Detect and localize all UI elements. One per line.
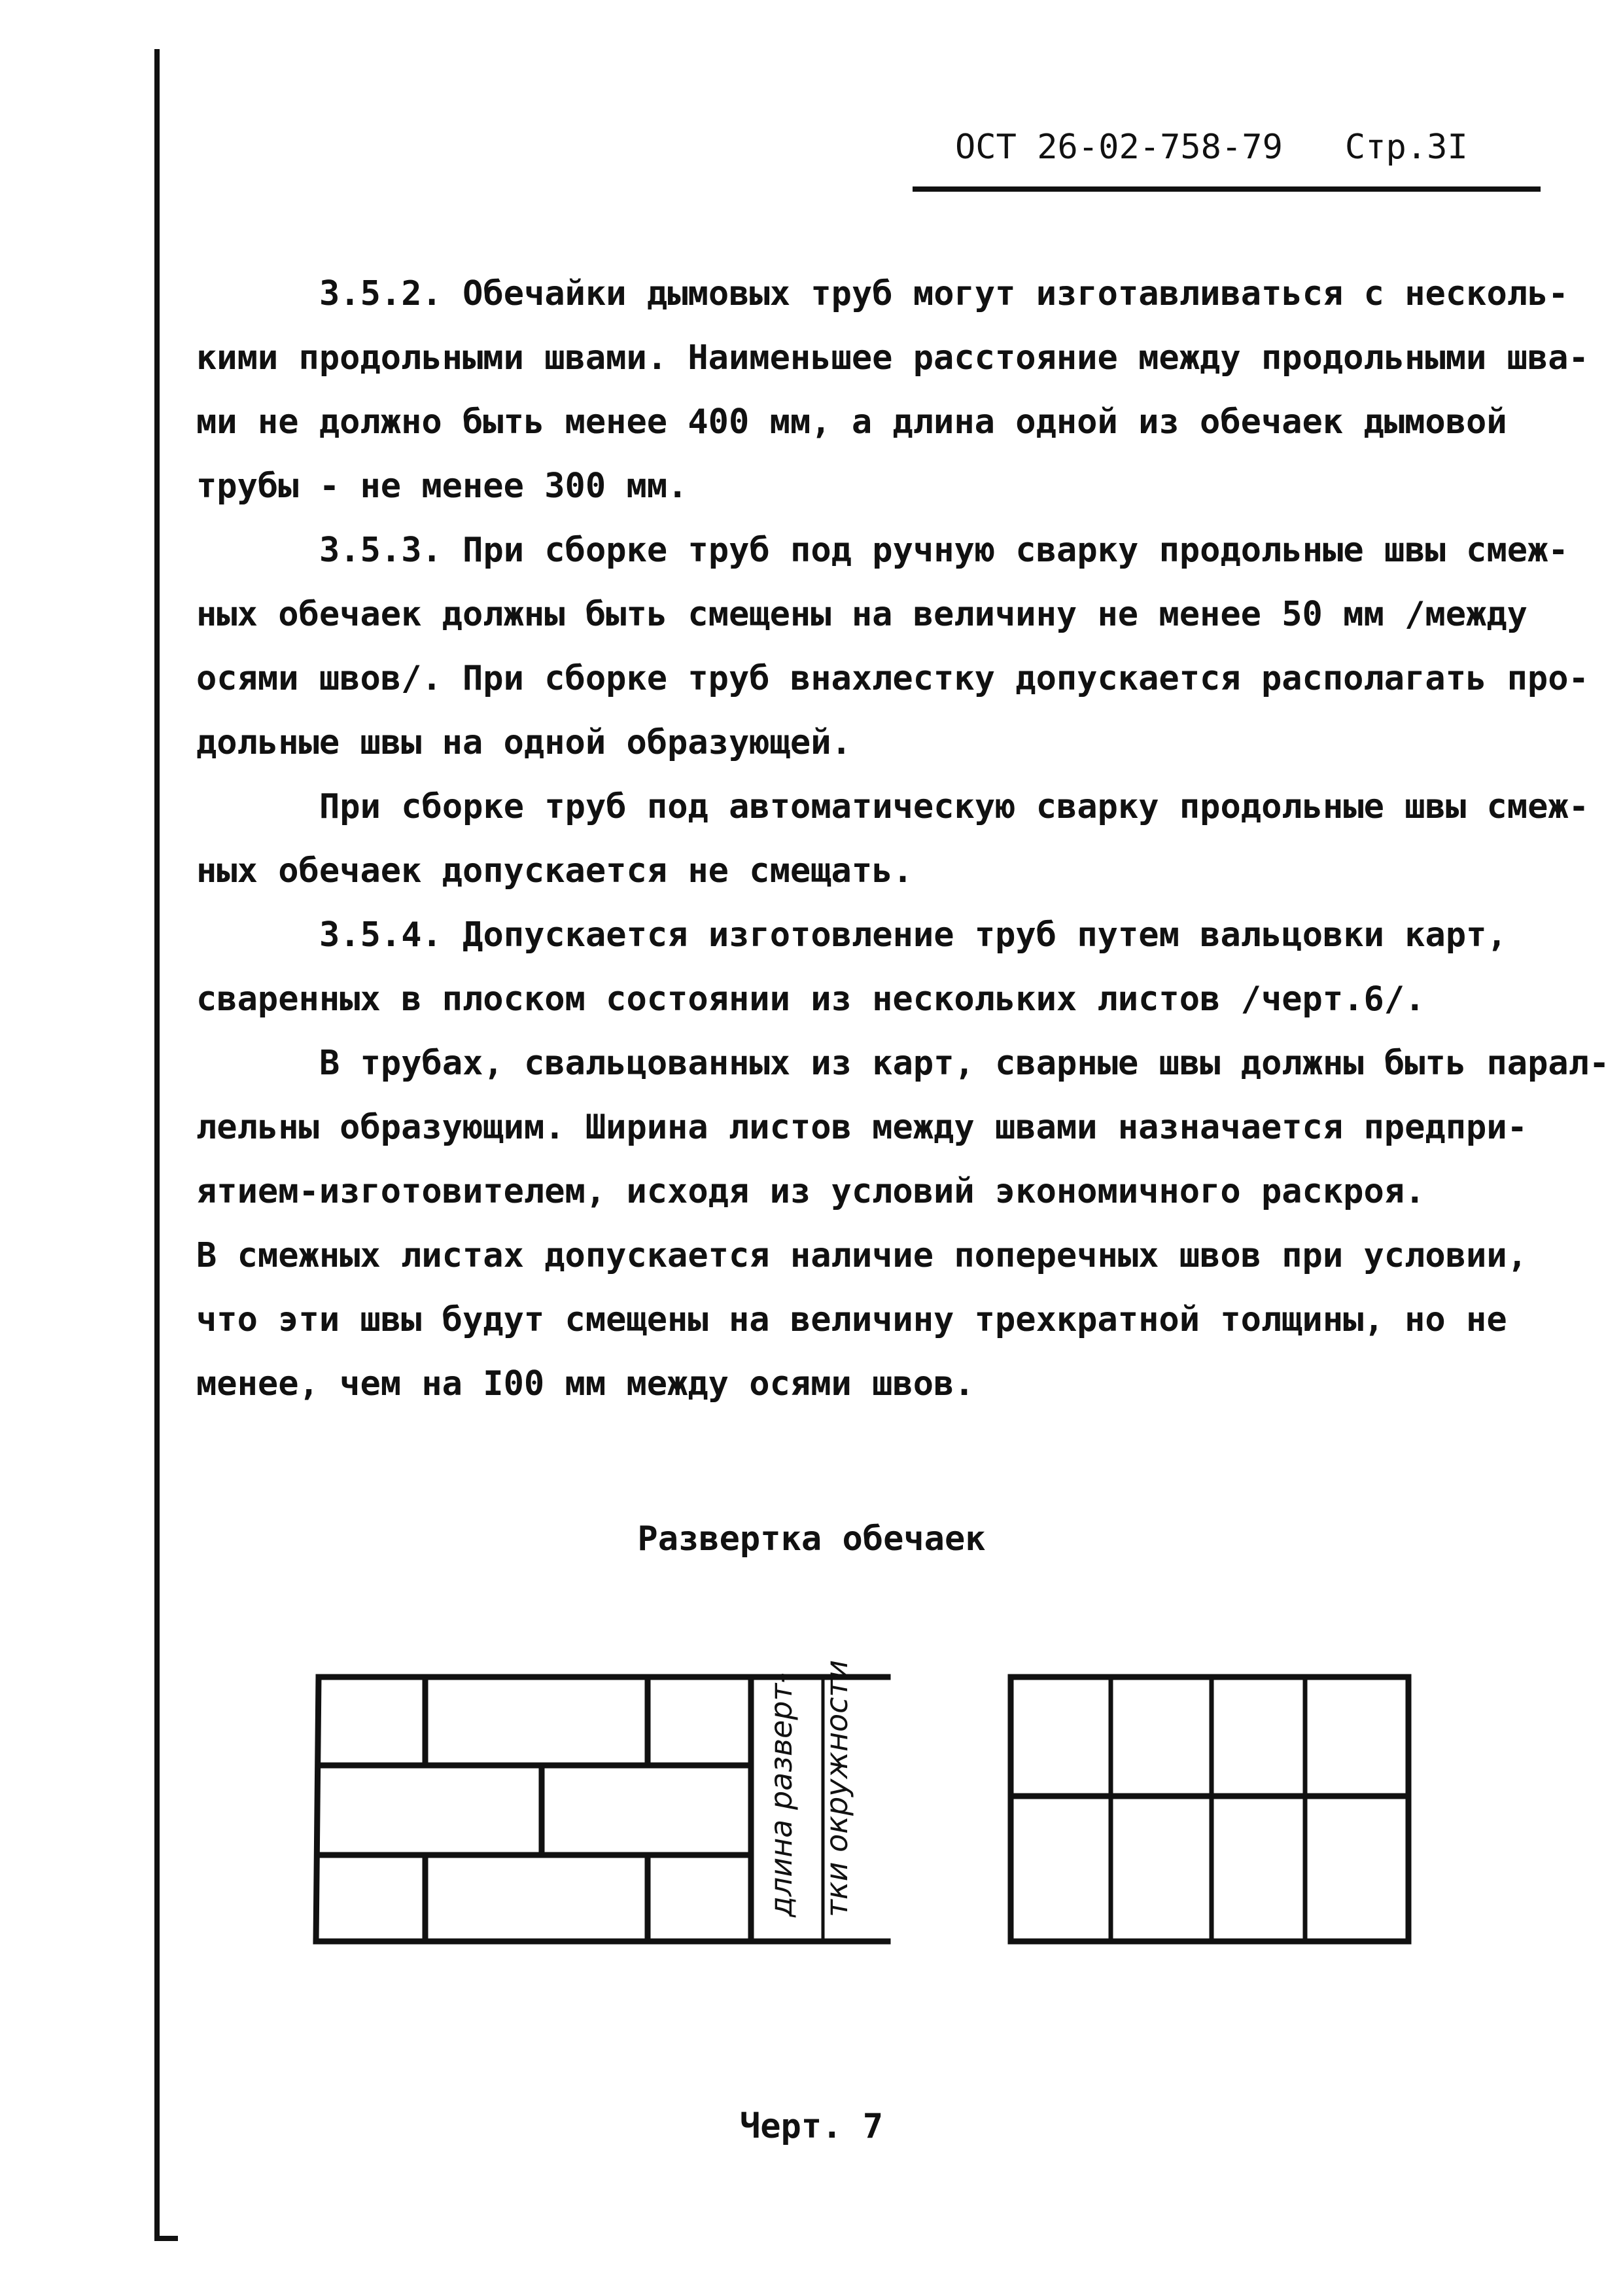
figure-caption: Развертка обечаек [637, 1519, 986, 1559]
text-line: что эти швы будут смещены на величину трехкратной толщины, но не [196, 1300, 1507, 1339]
text-line: осями швов/. При сборке труб внахлестку допускается располагать про- [196, 659, 1589, 698]
text-line: 3.5.4. Допускается изготовление труб путем вальцовки карт, [319, 915, 1507, 955]
text-line: При сборке труб под автоматическую сварку продольные швы смеж- [319, 787, 1590, 826]
text-line: ми не должно быть менее 400 мм, а длина одной из обечаек дымовой [196, 402, 1507, 442]
dimension-label: тки окружности [819, 1659, 854, 1917]
aligned-seam-layout [1011, 1677, 1408, 1941]
staggered-seam-layout [316, 1677, 888, 1941]
text-line: трубы - не менее 300 мм. [196, 467, 688, 506]
document-number: ОСТ 26-02-758-79 [955, 128, 1283, 167]
text-line: В смежных листах допускается наличие поперечных швов при условии, [196, 1236, 1527, 1275]
text-line: ных обечаек допускается не смещать. [196, 851, 913, 891]
text-line: дольные швы на одной образующей. [196, 723, 852, 762]
text-line: ятием-изготовителем, исходя из условий экономичного раскроя. [196, 1172, 1425, 1211]
text-line: В трубах, свальцованных из карт, сварные швы должны быть парал- [319, 1044, 1610, 1083]
text-line: менее, чем на I00 мм между осями швов. [196, 1364, 975, 1404]
text-line: 3.5.2. Обечайки дымовых труб могут изготавливаться с несколь- [319, 274, 1569, 313]
text-line: сваренных в плоском состоянии из нескольких листов /черт.6/. [196, 980, 1425, 1019]
text-line: кими продольными швами. Наименьшее расстояние между продольными шва- [196, 338, 1589, 378]
text-line: 3.5.3. При сборке труб под ручную сварку продольные швы смеж- [319, 531, 1569, 570]
page-number: Стр.3I [1344, 128, 1468, 167]
figure-number: Черт. 7 [739, 2107, 884, 2146]
text-line: лельны образующим. Ширина листов между швами назначается предпри- [196, 1108, 1527, 1147]
text-line: ных обечаек должны быть смещены на величину не менее 50 мм /между [196, 595, 1527, 634]
dimension-label: длина разверт- [763, 1672, 799, 1917]
